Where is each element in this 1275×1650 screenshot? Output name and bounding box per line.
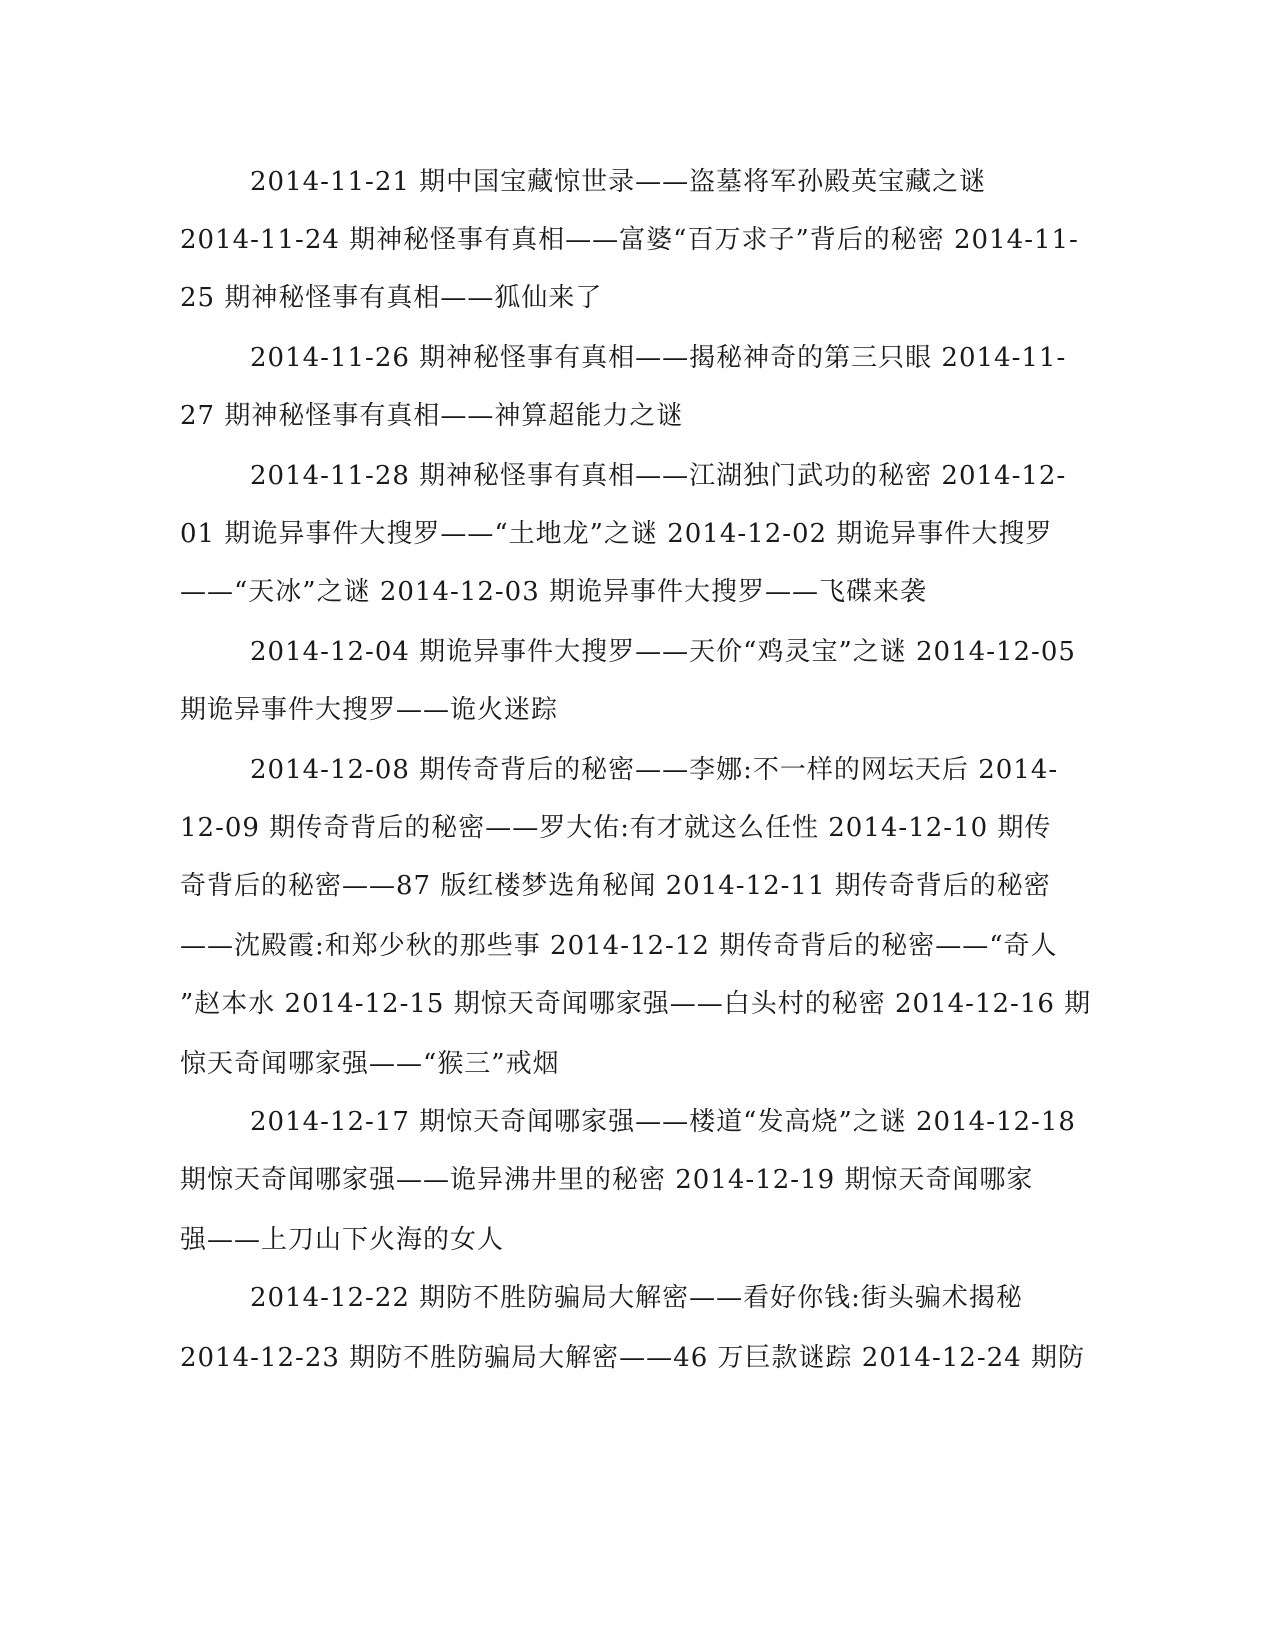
text-line: 惊天奇闻哪家强——“猴三”戒烟 [180, 1049, 560, 1079]
text-line: 期惊天奇闻哪家强——诡异沸井里的秘密 2014-12-19 期惊天奇闻哪家 [180, 1165, 1034, 1195]
text-line: 奇背后的秘密——87 版红楼梦选角秘闻 2014-12-11 期传奇背后的秘密 [180, 871, 1051, 901]
text-line: 2014-12-17 期惊天奇闻哪家强——楼道“发高烧”之谜 2014-12-18 [250, 1107, 1076, 1137]
text-line: 2014-12-08 期传奇背后的秘密——李娜:不一样的网坛天后 2014- [250, 755, 1059, 785]
text-line: 25 期神秘怪事有真相——狐仙来了 [180, 283, 603, 313]
text-line: 2014-11-26 期神秘怪事有真相——揭秘神奇的第三只眼 2014-11- [250, 343, 1067, 373]
text-line: 2014-12-23 期防不胜防骗局大解密——46 万巨款谜踪 2014-12-24 期防 [180, 1343, 1085, 1373]
text-line: 2014-11-24 期神秘怪事有真相——富婆“百万求子”背后的秘密 2014-11- [180, 225, 1079, 255]
text-line: 期诡异事件大搜罗——诡火迷踪 [180, 695, 559, 725]
text-line: 01 期诡异事件大搜罗——“土地龙”之谜 2014-12-02 期诡异事件大搜罗 [180, 519, 1053, 549]
text-line: ——沈殿霞:和郑少秋的那些事 2014-12-12 期传奇背后的秘密——“奇人 [180, 931, 1058, 961]
text-line: 2014-11-21 期中国宝藏惊世录——盗墓将军孙殿英宝藏之谜 [250, 167, 987, 197]
text-line: 2014-12-04 期诡异事件大搜罗——天价“鸡灵宝”之谜 2014-12-05 [250, 637, 1076, 667]
text-line: ——“天冰”之谜 2014-12-03 期诡异事件大搜罗——飞碟来袭 [180, 577, 928, 607]
text-line: ”赵本水 2014-12-15 期惊天奇闻哪家强——白头村的秘密 2014-12-16 期 [180, 989, 1092, 1019]
text-line: 12-09 期传奇背后的秘密——罗大佑:有才就这么任性 2014-12-10 期传 [180, 813, 1052, 843]
text-line: 2014-11-28 期神秘怪事有真相——江湖独门武功的秘密 2014-12- [250, 461, 1067, 491]
text-line: 2014-12-22 期防不胜防骗局大解密——看好你钱:街头骗术揭秘 [250, 1283, 1023, 1313]
text-line: 强——上刀山下火海的女人 [180, 1225, 505, 1255]
text-line: 27 期神秘怪事有真相——神算超能力之谜 [180, 401, 684, 431]
